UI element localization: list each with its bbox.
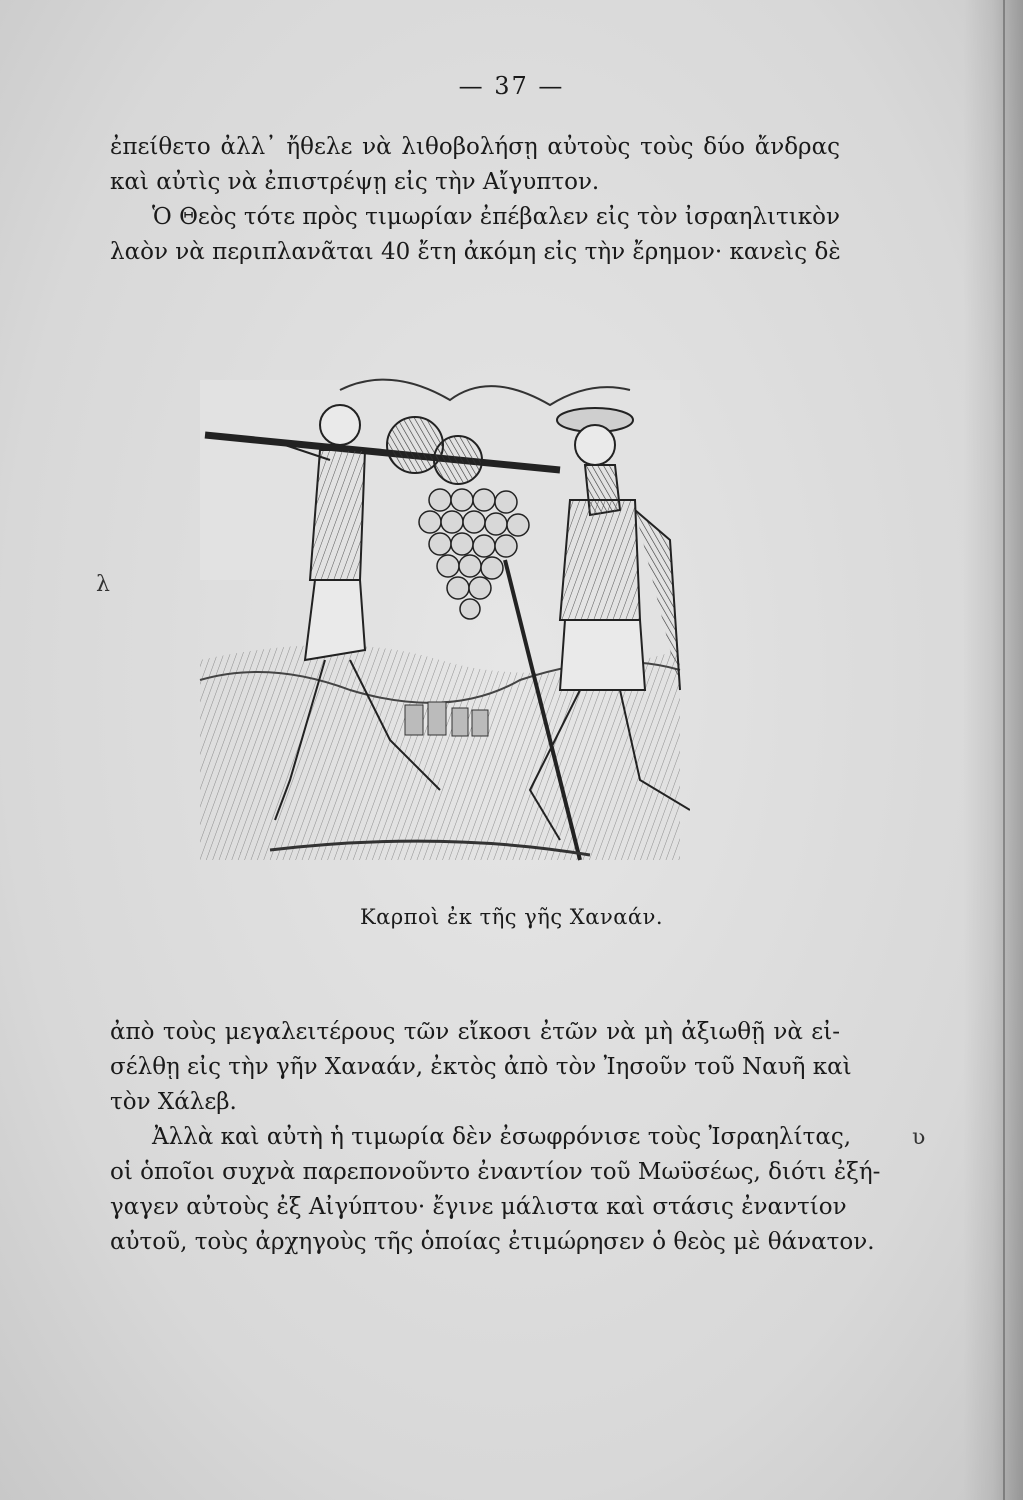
text-line: ἐπείθετο ἀλλ᾽ ἤθελε νὰ λιθοβολήσῃ αὐτοὺς τοὺς δύο ἄνδρας	[110, 134, 840, 160]
margin-mark-left: λ	[96, 572, 110, 597]
engraving-illustration	[190, 360, 690, 880]
text-line: Ἀλλὰ καὶ αὐτὴ ἡ τιμωρία δὲν ἐσωφρόνισε τοὺς Ἰσραηλίτας,	[152, 1124, 852, 1150]
page-edge	[1003, 0, 1005, 1500]
text-line: λαὸν νὰ περιπλανᾶται 40 ἔτη ἀκόμη εἰς τὴν ἔρημον· κανεὶς δὲ	[110, 239, 841, 265]
text-line: αὐτοῦ, τοὺς ἀρχηγοὺς τῆς ὁποίας ἐτιμώρησεν ὁ θεὸς μὲ θάνατον.	[110, 1229, 875, 1255]
text-line: καὶ αὐτὶς νὰ ἐπιστρέψῃ εἰς τὴν Αἴγυπτον.	[110, 169, 600, 195]
paragraph-top	[110, 130, 840, 270]
text-line: σέλθῃ εἰς τὴν γῆν Χαναάν, ἐκτὸς ἀπὸ τὸν Ἰησοῦν τοῦ Ναυῆ καὶ	[110, 1054, 852, 1080]
text-line: τὸν Χάλεβ.	[110, 1089, 237, 1115]
figure-caption: Καρποὶ ἐκ τῆς γῆς Χαναάν.	[359, 905, 664, 929]
text-line: Ὁ Θεὸς τότε πρὸς τιμωρίαν ἐπέβαλεν εἰς τὸν ἰσραηλιτικὸν	[152, 204, 840, 230]
page-number: — 37 —	[458, 72, 565, 100]
spine-shadow	[963, 0, 1023, 1500]
text-line: ἀπὸ τοὺς μεγαλειτέρους τῶν εἴκοσι ἐτῶν νὰ μὴ ἀξιωθῇ νὰ εἰ-	[110, 1019, 840, 1045]
text-line: γαγεν αὐτοὺς ἐξ Αἰγύπτου· ἔγινε μάλιστα καὶ στάσις ἐναντίον	[110, 1194, 847, 1220]
paragraph-bottom	[110, 1015, 881, 1260]
text-line: οἱ ὁποῖοι συχνὰ παρεπονοῦντο ἐναντίον τοῦ Μωϋσέως, διότι ἐξή-	[110, 1159, 881, 1185]
pomegranate	[434, 436, 482, 484]
margin-mark-right: ʋ	[912, 1125, 926, 1150]
